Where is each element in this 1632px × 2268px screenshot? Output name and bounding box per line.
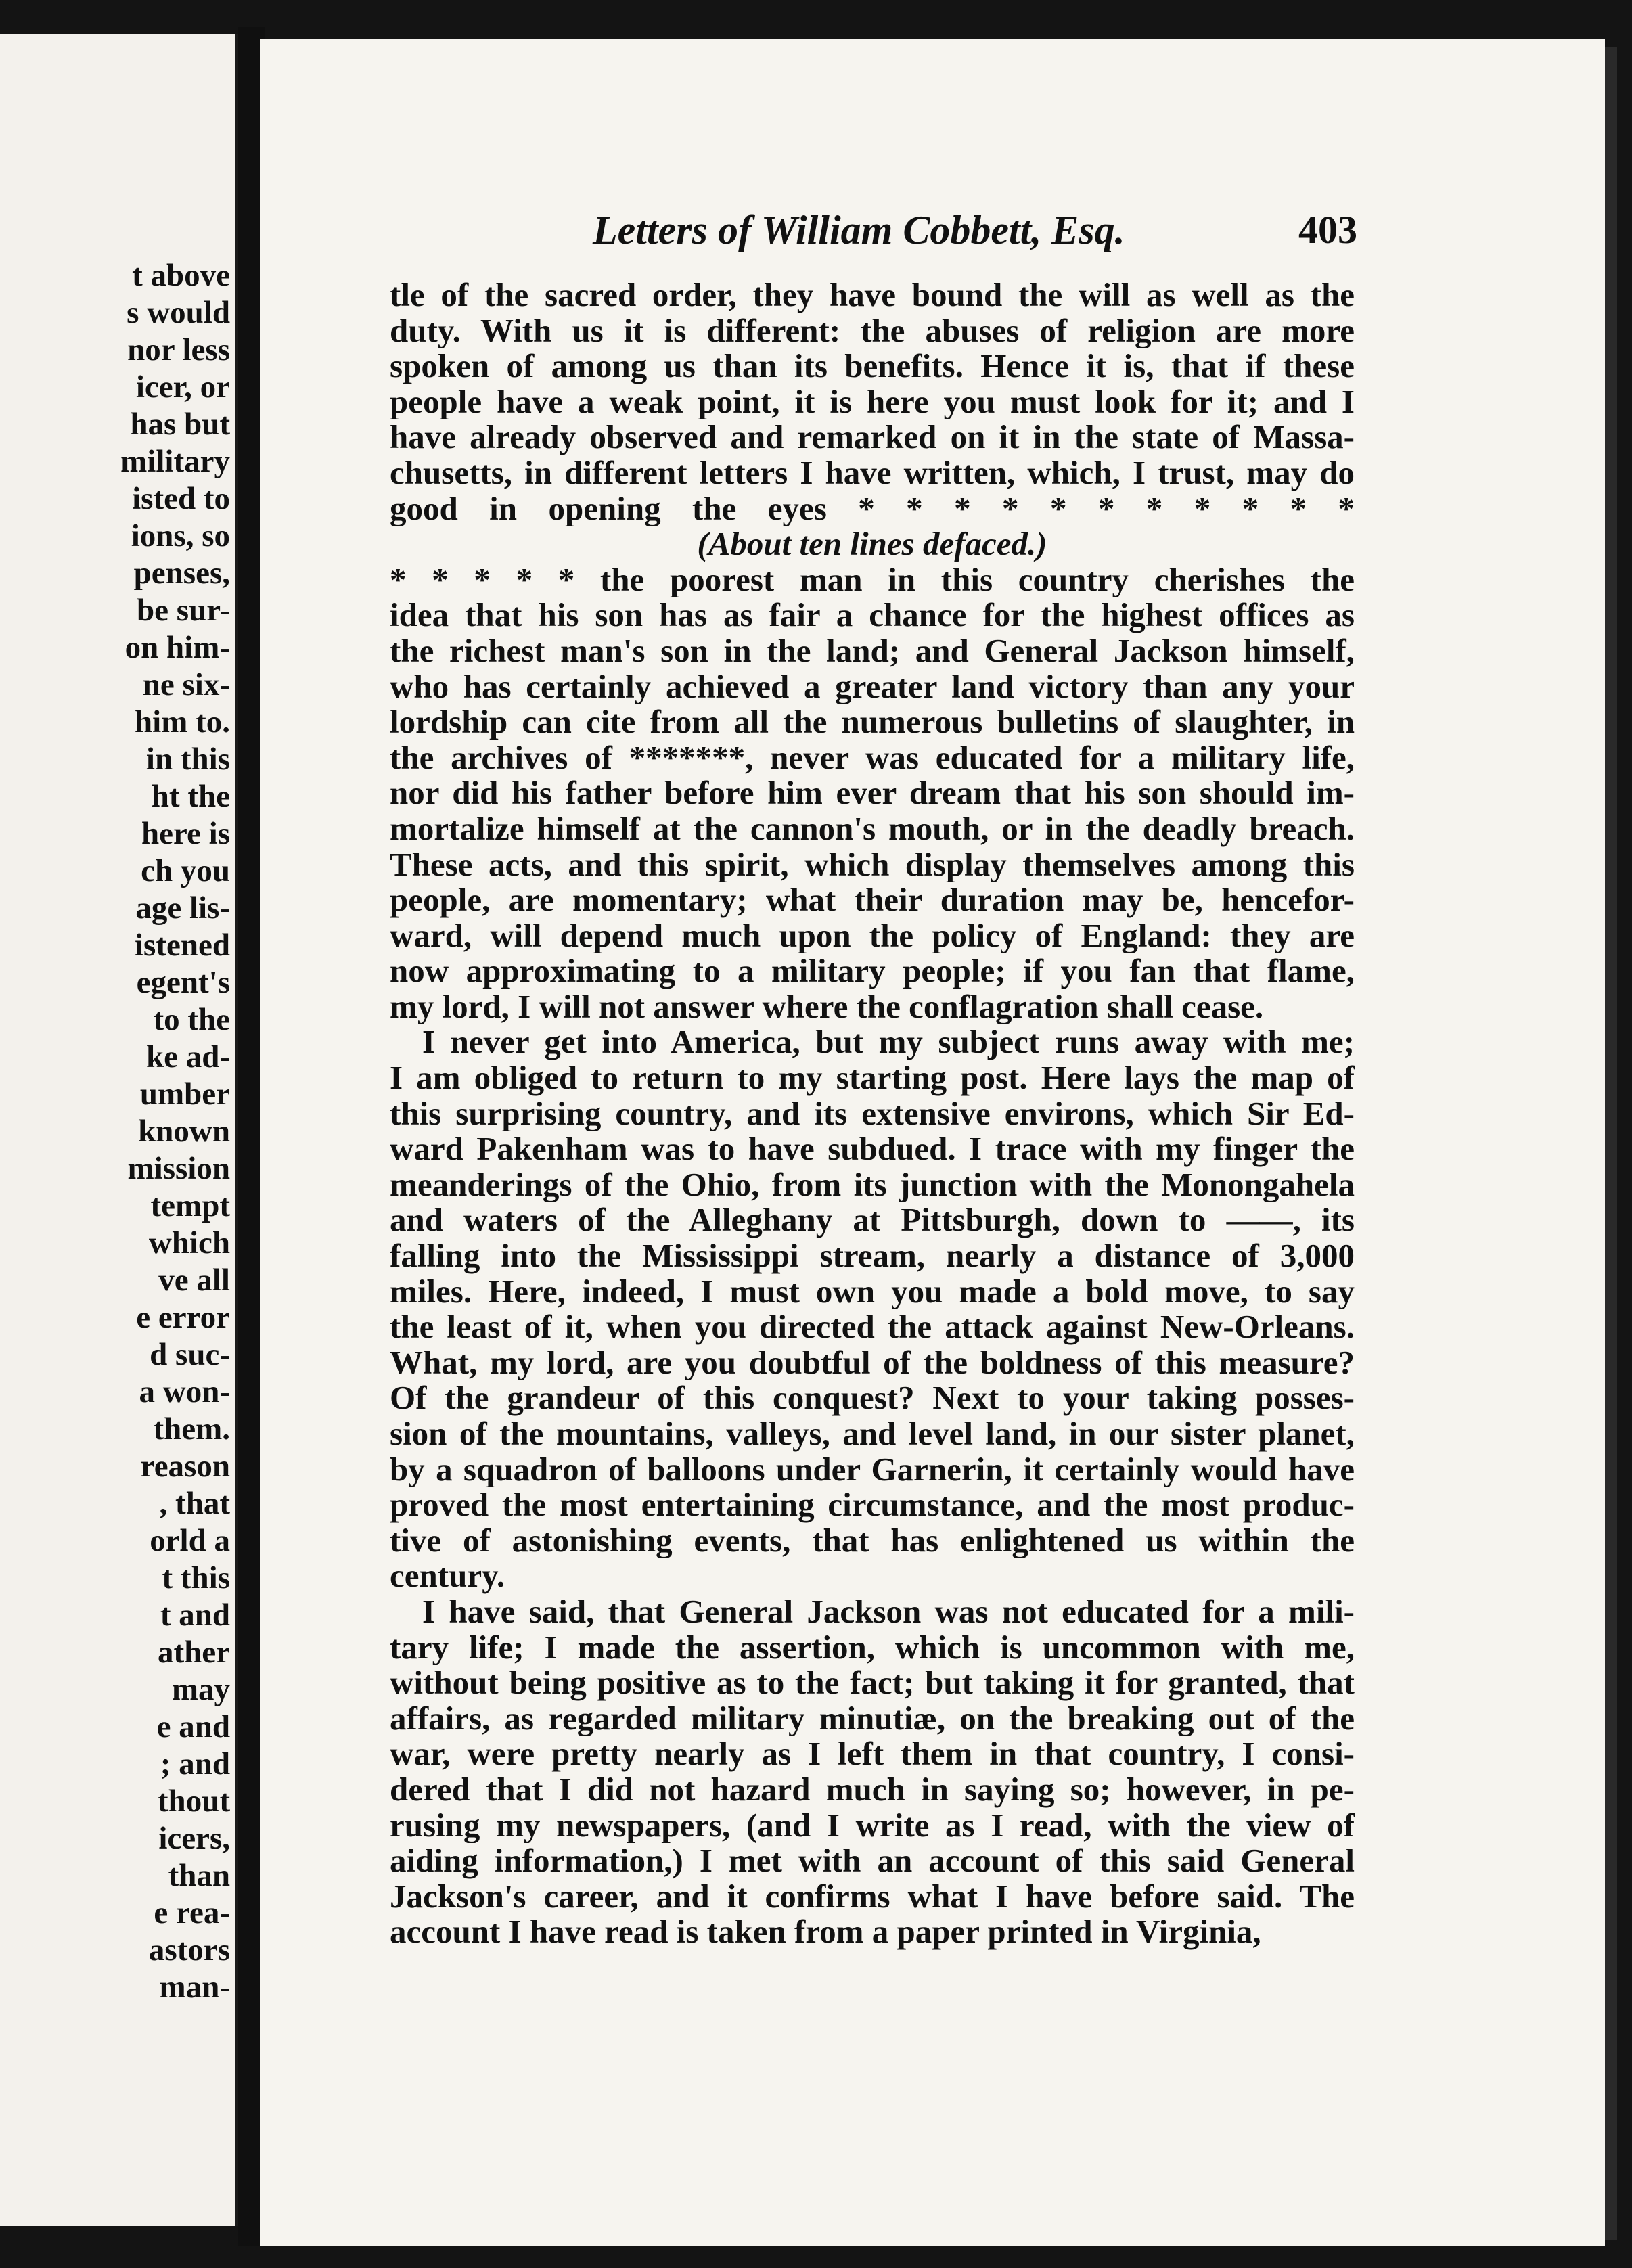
running-head-title: Letters of William Cobbett, Esq.	[593, 208, 1125, 252]
text-line: I am obliged to return to my starting post. Here lays the map of	[390, 1060, 1355, 1096]
text-line: Of the grandeur of this conquest? Next to your taking posses-	[390, 1380, 1355, 1416]
text-line: tary life; I made the assertion, which is uncommon with me,	[390, 1629, 1355, 1666]
left-page-fragment: penses,	[133, 555, 230, 591]
left-page-fragment: him to.	[135, 704, 230, 740]
text-line: miles. Here, indeed, I must own you made a bold move, to say	[390, 1273, 1355, 1310]
text-line: proved the most entertaining circumstance, and the most produc-	[390, 1487, 1355, 1523]
left-page-fragment: which	[148, 1225, 230, 1261]
left-page-fragment: d suc-	[150, 1337, 230, 1372]
text-line: These acts, and this spirit, which display themselves among this	[390, 846, 1355, 883]
left-page-fragment: , that	[159, 1486, 230, 1521]
left-page-fragment: t above	[132, 258, 230, 293]
left-page-fragment: ; and	[160, 1746, 230, 1782]
text-line: (About ten lines defaced.)	[697, 526, 1047, 562]
left-page-fragment: a won-	[139, 1374, 230, 1409]
left-page-fragment: ne six-	[142, 667, 230, 702]
text-line: the richest man's son in the land; and General Jackson himself,	[390, 633, 1355, 669]
text-line: ward Pakenham was to have subdued. I trace with my finger the	[390, 1131, 1355, 1167]
text-line: war, were pretty nearly as I left them in that country, I consi-	[390, 1736, 1355, 1772]
text-line: affairs, as regarded military minutiæ, on the breaking out of the	[390, 1700, 1355, 1737]
left-page-fragment: ke ad-	[145, 1039, 230, 1074]
left-page-fragment: icers,	[158, 1821, 230, 1856]
left-page-fragment: ions, so	[131, 518, 230, 553]
left-page-fragment: ather	[157, 1635, 230, 1670]
left-page-fragment: than	[168, 1858, 230, 1893]
text-line: * * * * * the poorest man in this country cherishes the	[390, 562, 1355, 598]
left-page-fragment: orld a	[150, 1523, 230, 1558]
text-line: I never get into America, but my subject runs away with me;	[422, 1024, 1355, 1061]
text-line: sion of the mountains, valleys, and level land, in our sister planet,	[390, 1416, 1355, 1452]
left-page-fragment: may	[171, 1672, 230, 1707]
text-line: What, my lord, are you doubtful of the boldness of this measure?	[390, 1344, 1355, 1381]
text-line: Jackson's career, and it confirms what I have before said. The	[390, 1878, 1355, 1915]
left-page-fragment: mission	[127, 1151, 230, 1186]
running-head	[593, 207, 1357, 254]
left-page	[0, 34, 238, 2226]
text-line: by a squadron of balloons under Garnerin, it certainly would have	[390, 1451, 1355, 1488]
left-page-fragment: thout	[157, 1784, 230, 1819]
left-page-fragment: be sur-	[137, 593, 230, 628]
left-page-fragment: nor less	[127, 332, 230, 367]
left-page-fragment: ve all	[158, 1263, 230, 1298]
text-line: mortalize himself at the cannon's mouth, or in the deadly breach.	[390, 811, 1355, 847]
left-page-fragment: here is	[141, 816, 230, 851]
left-page-fragment: e error	[136, 1300, 230, 1335]
text-line: my lord, I will not answer where the conflagration shall cease.	[390, 989, 1264, 1025]
text-line: now approximating to a military people; if you fan that flame,	[390, 953, 1355, 989]
left-page-fragment: military	[120, 444, 230, 479]
left-page-fragment: known	[138, 1114, 230, 1149]
text-line: tive of astonishing events, that has enlightened us within the	[390, 1522, 1355, 1559]
left-page-fragment: isted to	[132, 481, 230, 516]
left-page-fragment: tempt	[150, 1188, 230, 1223]
left-page-fragment: umber	[139, 1076, 230, 1112]
text-line: falling into the Mississippi stream, nearly a distance of 3,000	[390, 1238, 1355, 1274]
text-line: people, are momentary; what their duration may be, hencefor-	[390, 882, 1355, 918]
text-line: chusetts, in different letters I have written, which, I trust, may do	[390, 455, 1355, 491]
left-page-fragment: on him-	[124, 630, 230, 665]
left-page-fragment: reason	[140, 1449, 230, 1484]
left-page-fragment: e and	[156, 1709, 230, 1744]
text-line: idea that his son has as fair a chance for the highest offices as	[390, 597, 1355, 633]
left-page-fragment: man-	[159, 1970, 230, 2005]
text-line: tle of the sacred order, they have bound the will as well as the	[390, 277, 1355, 313]
left-page-fragment: t this	[162, 1560, 230, 1595]
text-line: account I have read is taken from a paper printed in Virginia,	[390, 1914, 1261, 1950]
left-page-fragment: t and	[160, 1597, 230, 1633]
left-page-fragment: astors	[148, 1932, 230, 1968]
text-line: who has certainly achieved a greater land victory than any your	[390, 668, 1355, 705]
left-page-fragment: ch you	[141, 853, 230, 888]
left-page-fragment: to the	[153, 1002, 230, 1037]
text-line: century.	[390, 1558, 505, 1594]
left-page-fragment: e rea-	[154, 1895, 230, 1930]
text-line: the least of it, when you directed the attack against New-Orleans.	[390, 1309, 1355, 1345]
text-line: duty. With us it is different: the abuses of religion are more	[390, 313, 1355, 349]
text-line: aiding information,) I met with an account of this said General	[390, 1843, 1355, 1879]
left-page-fragment: has but	[130, 407, 230, 442]
text-line: meanderings of the Ohio, from its junction with the Monongahela	[390, 1166, 1355, 1203]
text-line: this surprising country, and its extensive environs, which Sir Ed-	[390, 1095, 1355, 1132]
left-page-fragment: them.	[153, 1411, 230, 1447]
left-page-fragment: istened	[135, 928, 230, 963]
page-edge	[1605, 47, 1617, 2240]
text-line: nor did his father before him ever dream that his son should im-	[390, 775, 1355, 811]
text-line: good in opening the eyes * * * * * * * * * * *	[390, 491, 1355, 527]
left-page-fragment: s would	[127, 295, 230, 330]
text-line: dered that I did not hazard much in saying so; however, in pe-	[390, 1771, 1355, 1808]
left-page-fragment: in this	[145, 742, 230, 777]
text-line: ward, will depend much upon the policy of England: they are	[390, 917, 1355, 954]
left-page-fragment: age lis-	[135, 890, 230, 926]
text-line: lordship can cite from all the numerous bulletins of slaughter, in	[390, 704, 1355, 740]
body-text	[390, 277, 1355, 1950]
text-line: and waters of the Alleghany at Pittsburgh, down to ——, its	[390, 1202, 1355, 1239]
text-line: I have said, that General Jackson was not educated for a mili-	[422, 1593, 1355, 1630]
text-line: spoken of among us than its benefits. Hence it is, that if these	[390, 348, 1355, 384]
text-line: without being positive as to the fact; but taking it for granted, that	[390, 1665, 1355, 1701]
left-page-fragment: ht the	[151, 779, 230, 814]
text-line: rusing my newspapers, (and I write as I read, with the view of	[390, 1807, 1355, 1844]
left-page-fragment: icer, or	[135, 369, 230, 405]
page-number: 403	[1298, 208, 1357, 252]
text-line: have already observed and remarked on it in the state of Massa-	[390, 419, 1355, 455]
text-line: the archives of *******, never was educated for a military life,	[390, 740, 1355, 776]
text-line: people have a weak point, it is here you must look for it; and I	[390, 384, 1355, 420]
left-page-fragment: egent's	[136, 965, 230, 1000]
